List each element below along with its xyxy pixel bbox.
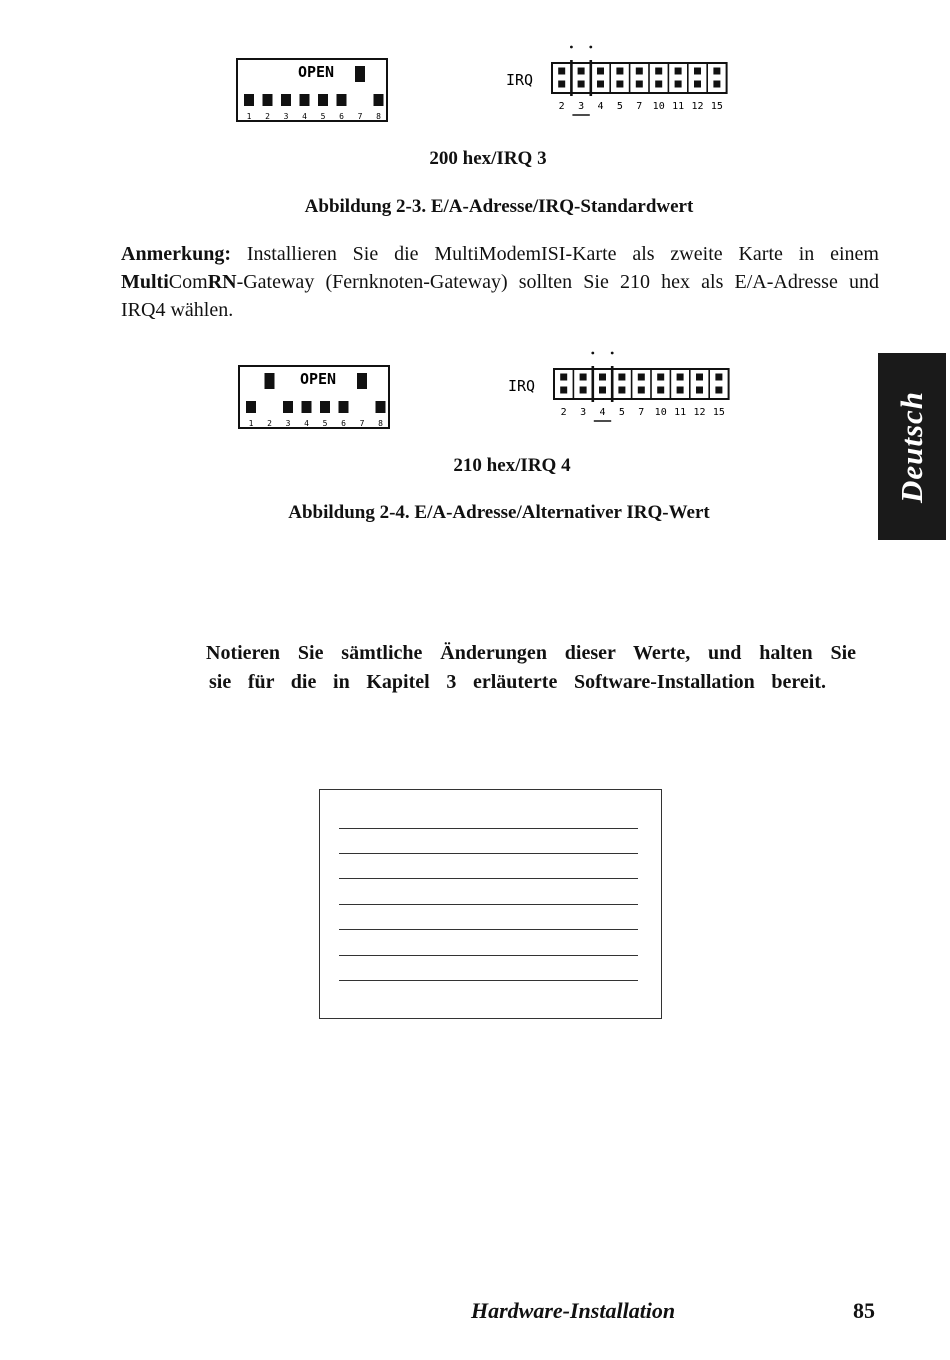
- dip-switch: [355, 66, 365, 82]
- dip-switch: [300, 94, 310, 106]
- record-line: [339, 929, 638, 930]
- dip-switch-number: 1: [246, 112, 252, 121]
- jumper-pin: [599, 387, 606, 394]
- dip-switch-number: 7: [359, 419, 365, 428]
- note-com: Com: [168, 271, 208, 293]
- jumper-pin: [694, 68, 701, 75]
- jumper-pin: [578, 68, 585, 75]
- dip-open-label: OPEN: [297, 63, 335, 81]
- page-number: 85: [853, 1298, 875, 1323]
- jumper-pin: [657, 374, 664, 381]
- dip-switch: [244, 94, 254, 106]
- jumper-pin: [560, 374, 567, 381]
- dip-switch-number: 6: [341, 419, 346, 428]
- irq-jumper-block: [552, 46, 727, 115]
- irq-number: 4: [599, 407, 606, 418]
- dip-switch-number: 4: [304, 419, 309, 428]
- dip-switch: [318, 94, 328, 106]
- dip-switch-number: 8: [376, 112, 381, 121]
- record-line: [339, 828, 638, 829]
- jumper-pin: [677, 374, 684, 381]
- dip-switch-number: 5: [320, 112, 326, 121]
- figure-value-label: 200 hex/IRQ 3: [429, 148, 547, 169]
- dip-switch: [281, 94, 291, 106]
- jumper-pin: [616, 81, 623, 88]
- irq-number: 2: [558, 101, 565, 112]
- jumper-pin: [616, 68, 623, 75]
- record-line: [339, 904, 638, 905]
- irq-number: 10: [654, 407, 667, 418]
- jumper-pin: [696, 374, 703, 381]
- jumper-pin: [597, 81, 604, 88]
- language-tab: [878, 353, 946, 540]
- jumper-pin: [599, 374, 606, 381]
- irq-number: 11: [674, 407, 687, 418]
- dip-switch: [337, 94, 347, 106]
- dip-switch-number: 7: [357, 112, 363, 121]
- language-tab-label: Deutsch: [894, 390, 929, 503]
- dip-switch-number: 3: [285, 419, 291, 428]
- note-text-part1: Installieren Sie die MultiModemISI-Karte als zweite Karte in einem: [231, 243, 879, 265]
- jumper-pin: [558, 81, 565, 88]
- jumper-pin: [560, 387, 567, 394]
- dip-open-label: OPEN: [299, 370, 337, 388]
- jumper-pin: [597, 68, 604, 75]
- irq-number: 7: [636, 101, 643, 112]
- irq-jumper-label: IRQ: [506, 71, 534, 89]
- record-line: [339, 980, 638, 981]
- irq-number: 15: [712, 407, 725, 418]
- notice-line-2: sie für die in Kapitel 3 erläuterte Software-Installation bereit.: [209, 671, 826, 693]
- note-rn: RN: [207, 271, 237, 293]
- dip-switch-number: 6: [339, 112, 344, 121]
- irq-jumper-block: [554, 352, 729, 421]
- dip-switch: [302, 401, 312, 413]
- jumper-pin: [618, 374, 625, 381]
- jumper-pin: [696, 387, 703, 394]
- irq-jumper-diagram: [500, 40, 736, 126]
- dip-switch: [246, 401, 256, 413]
- jumper-pin: [618, 387, 625, 394]
- irq-number: 3: [578, 101, 585, 112]
- dip-switch: [376, 401, 386, 413]
- dip-switch: [263, 94, 273, 106]
- dip-switch: [357, 373, 367, 389]
- dip-switch-diagram: [238, 365, 390, 429]
- note-label: Anmerkung:: [121, 243, 232, 265]
- irq-number: 10: [652, 101, 665, 112]
- record-line: [339, 853, 638, 854]
- irq-number: 5: [616, 101, 623, 112]
- irq-number: 2: [560, 407, 567, 418]
- dip-switch: [339, 401, 349, 413]
- irq-number: 11: [672, 101, 685, 112]
- dip-switch-number: 2: [267, 419, 272, 428]
- record-values-box: [319, 789, 662, 1019]
- jumper-pin: [655, 81, 662, 88]
- irq-number: 15: [710, 101, 723, 112]
- figure-caption: Abbildung 2-3. E/A-Adresse/IRQ-Standardwert: [304, 196, 694, 217]
- jumper-pin: [578, 81, 585, 88]
- irq-number: 12: [693, 407, 706, 418]
- jumper-pin: [638, 374, 645, 381]
- irq-number: 7: [638, 407, 645, 418]
- jumper-pin: [715, 374, 722, 381]
- jumper-pin: [636, 68, 643, 75]
- irq-number: 3: [580, 407, 587, 418]
- jumper-pin: [675, 81, 682, 88]
- dip-switch: [320, 401, 330, 413]
- jumper-pin: [558, 68, 565, 75]
- dip-switch-number: 3: [283, 112, 289, 121]
- dip-switch-number: 1: [248, 419, 254, 428]
- note-paragraph: [121, 240, 879, 324]
- note-multi: Multi: [121, 271, 169, 293]
- figure-value-label: 210 hex/IRQ 4: [453, 455, 571, 476]
- dip-switch: [374, 94, 384, 106]
- jumper-pin: [638, 387, 645, 394]
- jumper-pin: [675, 68, 682, 75]
- irq-number: 5: [618, 407, 625, 418]
- jumper-pin: [580, 374, 587, 381]
- jumper-pin: [580, 387, 587, 394]
- footer-section-title: Hardware-Installation: [471, 1298, 676, 1323]
- jumper-pin: [715, 387, 722, 394]
- record-line: [339, 955, 638, 956]
- dip-switch-number: 2: [265, 112, 270, 121]
- jumper-pin: [636, 81, 643, 88]
- note-text-part2: -Gateway (Fernknoten-Gateway) sollten Sie 210 hex als E/A-Adresse und IRQ4 wählen.: [121, 271, 879, 321]
- jumper-pin: [655, 68, 662, 75]
- jumper-pin: [677, 387, 684, 394]
- jumper-pin: [694, 81, 701, 88]
- dip-switch-diagram: [236, 58, 388, 122]
- dip-switch: [265, 373, 275, 389]
- irq-number: 4: [597, 101, 604, 112]
- jumper-pin: [657, 387, 664, 394]
- irq-jumper-diagram: [502, 346, 738, 432]
- dip-switch-number: 5: [322, 419, 328, 428]
- dip-switch-number: 4: [302, 112, 307, 121]
- record-line: [339, 878, 638, 879]
- notice-line-1: Notieren Sie sämtliche Änderungen dieser Werte, und halten Sie: [206, 642, 856, 664]
- irq-jumper-label: IRQ: [508, 377, 536, 395]
- dip-switch: [283, 401, 293, 413]
- irq-number: 12: [691, 101, 704, 112]
- jumper-pin: [713, 81, 720, 88]
- jumper-pin: [713, 68, 720, 75]
- dip-switch-number: 8: [378, 419, 383, 428]
- figure-caption: Abbildung 2-4. E/A-Adresse/Alternativer IRQ-Wert: [288, 502, 710, 523]
